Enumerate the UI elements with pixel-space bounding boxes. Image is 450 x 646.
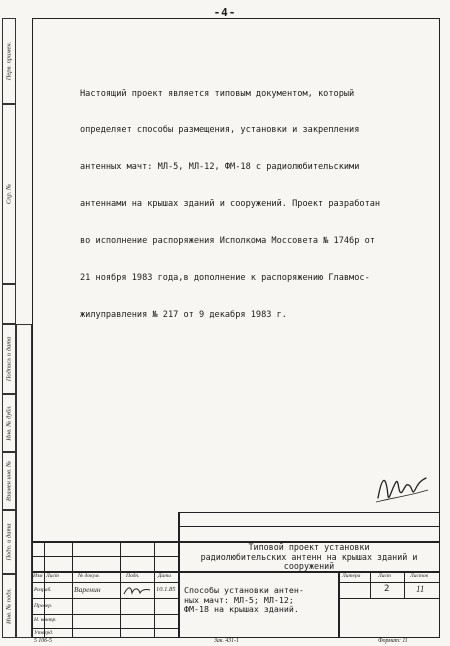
side-label-sprav: Спр. № xyxy=(5,183,13,205)
footer-left: 5 106-5 xyxy=(34,638,52,644)
side-cell-podp-data-2 xyxy=(2,510,16,574)
list-label: Лист xyxy=(378,573,391,579)
body-line: Настоящий проект является типовым документом, который xyxy=(80,88,355,99)
document-title-line: ФМ-18 на крышах зданий. xyxy=(184,604,299,615)
side-cell-vzam-inv xyxy=(2,452,16,510)
side-cell-inv-dubl xyxy=(2,394,16,452)
listov-label: Листов xyxy=(410,573,429,579)
side-label-podp-data-1: Подпись и дата xyxy=(5,336,13,382)
list-value: 2 xyxy=(384,584,390,594)
project-title xyxy=(180,543,438,572)
side-label-inv-podl: Инв. № подл. xyxy=(5,588,13,624)
body-line: во исполнение распоряжения Исполкома Моссовета № 1746р от xyxy=(80,236,375,247)
side-label-vzam-inv: Взамен инв. № xyxy=(5,460,13,502)
footer-center: Зак. 431-1 xyxy=(214,638,239,644)
document-title-line: Способы установки антен- xyxy=(184,585,304,595)
body-line: антеннами на крышах зданий и сооружений. Проект разработан xyxy=(80,199,381,210)
col-podp: Подп. xyxy=(126,573,140,579)
project-title-line: радиолюбительских антенн на крышах зданий и xyxy=(200,551,418,562)
col-data: Дата xyxy=(158,573,172,579)
side-cell-perv-primen xyxy=(2,18,16,104)
side-cell-sprav xyxy=(2,104,16,284)
side-label-podp-data-2: Подп. и дата xyxy=(5,523,13,561)
col-list: Лист xyxy=(46,573,59,579)
razrab-name: Варенин xyxy=(74,585,101,594)
side-label-inv-dubl: Инв. № дубл. xyxy=(5,405,13,441)
page-number: -4- xyxy=(213,6,237,19)
body-text xyxy=(80,63,420,334)
title-block xyxy=(32,512,440,638)
col-doc: № докум. xyxy=(78,573,100,579)
body-line: определяет способы размещения, установки и закрепления xyxy=(80,125,360,136)
col-izm: Изм xyxy=(33,573,43,579)
footer-right: Формат: 11 xyxy=(378,638,408,644)
signature xyxy=(372,468,432,508)
role-utverd: Утверд. xyxy=(34,630,54,636)
side-label-perv-primen: Перв. примен. xyxy=(5,41,13,81)
side-cell-podp-data-1 xyxy=(2,324,16,394)
litera-label: Литера xyxy=(342,573,361,579)
project-title-line: Типовой проект установки xyxy=(248,542,370,552)
role-proveril: Провер. xyxy=(34,603,53,609)
project-title-line: сооружений xyxy=(283,561,335,571)
document-title xyxy=(184,586,304,615)
razrab-signature xyxy=(122,584,152,597)
role-n-kontr: Н. контр. xyxy=(34,617,57,623)
body-line: жилуправления № 217 от 9 декабря 1983 г. xyxy=(80,309,287,320)
side-cell-blank xyxy=(2,284,16,324)
role-razrab: Разраб. xyxy=(34,587,52,593)
document-title-line: ных мачт: МЛ-5; МЛ-12; xyxy=(184,594,294,605)
side-cell-inv-podl xyxy=(2,574,16,638)
side-strip xyxy=(2,18,32,638)
body-line: 21 ноября 1983 года,в дополнение к распоряжению Главмос- xyxy=(80,273,370,284)
razrab-date: 10.1.85 xyxy=(156,586,176,593)
side-column-main xyxy=(16,324,32,638)
body-line: антенных мачт: МЛ-5, МЛ-12, ФМ-18 с радиолюбительскими xyxy=(80,162,360,173)
listov-value: 11 xyxy=(416,584,425,594)
